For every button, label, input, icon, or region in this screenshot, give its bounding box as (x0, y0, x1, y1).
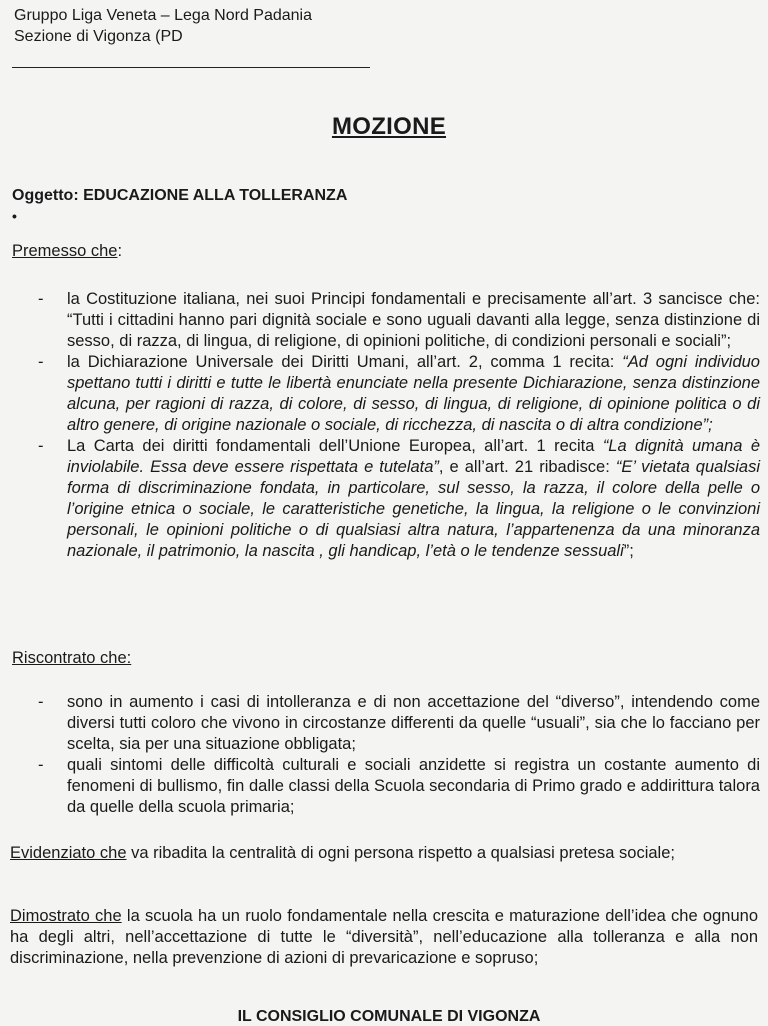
list-item (0, 436, 768, 562)
list-item-text: sono in aumento i casi di intolleranza e di non accettazione del “diverso”, intendendo come diversi tutti coloro che vivono in circostanze differenti da quelle “usuali”, sia che lo facciano per scelta, sia per una situazione obbligata; (67, 693, 760, 753)
dash-marker: - (38, 756, 44, 774)
list-item-text: , e all’art. 21 ribadisce: (438, 458, 616, 476)
council-heading: IL CONSIGLIO COMUNALE DI VIGONZA (237, 1008, 541, 1025)
premesso-heading (12, 242, 122, 261)
evidenziato-lead: Evidenziato che (10, 844, 127, 862)
list-item (0, 289, 768, 352)
dimostrato-text: la scuola ha un ruolo fondamentale nella crescita e maturazione dell’idea che ognuno ha degli altri, nell’accettazione di tutte le “diversità”, nell’educazione alla tolleranza e alla non discriminazione, nella prevenzione di azioni di prevaricazione e sopruso; (10, 907, 758, 967)
dimostrato-lead: Dimostrato che (10, 907, 122, 925)
premesso-heading-label: Premesso che (12, 242, 118, 260)
dash-marker: - (38, 290, 44, 308)
list-item (0, 692, 768, 755)
list-item (0, 755, 768, 818)
header-section-name: Sezione di Vigonza (PD (14, 28, 183, 45)
riscontrato-heading-label: Riscontrato che: (12, 649, 132, 667)
list-item (0, 352, 768, 436)
evidenziato-paragraph (10, 843, 758, 864)
evidenziato-text: va ribadita la centralità di ogni persona rispetto a qualsiasi pretesa sociale; (126, 844, 675, 862)
dash-marker: - (38, 693, 44, 711)
riscontrato-heading (12, 649, 131, 668)
premesso-heading-colon: : (117, 242, 123, 260)
dash-marker: - (38, 437, 44, 455)
document-title: MOZIONE (331, 113, 447, 140)
header-divider (12, 67, 370, 68)
dimostrato-paragraph (10, 906, 758, 969)
list-item-text: quali sintomi delle difficoltà culturali e sociali anzidette si registra un costante aumento di fenomeni di bullismo, fin dalle classi della Scuola secondaria di Primo grado e addirittura talora da quelle della scuola primaria; (67, 756, 760, 816)
list-item-text: la Costituzione italiana, nei suoi Principi fondamentali e precisamente all’art. 3 sancisce che: “Tutti i cittadini hanno pari dignità sociale e sono uguali davanti alla legge, senza distinzione di sesso, di razza, di lingua, di religione, di opinioni politiche, di condizioni personali e sociali”; (67, 290, 760, 350)
premesso-list (0, 289, 768, 562)
list-item-text: la Dichiarazione Universale dei Diritti Umani, all’art. 2, comma 1 recita: (67, 353, 623, 371)
stray-bullet-mark: • (12, 208, 17, 224)
riscontrato-list (0, 692, 768, 818)
list-item-text: La Carta dei diritti fondamentali dell’Unione Europea, all’art. 1 recita (67, 437, 603, 455)
subject-line: Oggetto: EDUCAZIONE ALLA TOLLERANZA (12, 187, 348, 204)
quoted-text: “La dignità umana è inviolabile. Essa deve essere rispettata e tutelata” (67, 437, 760, 476)
quoted-text: “E’ vietata qualsiasi forma di discriminazione fondata, in particolare, sul sesso, la razza, il colore della pelle o l’origine etnica o sociale, le caratteristiche genetiche, la lingua, la religione o le convinzioni personali, le opinioni politiche o di qualsiasi altra natura, l’appartenenza da una minoranza nazionale, il patrimonio, la nascita , gli handicap, l’età o le tendenze sessuali (67, 458, 761, 560)
header-group-name: Gruppo Liga Veneta – Lega Nord Padania (14, 7, 313, 24)
dash-marker: - (38, 353, 44, 371)
quoted-text: “Ad ogni individuo spettano tutti i diritti e tutte le libertà enunciate nella presente Dichiarazione, senza distinzione alcuna, per ragioni di razza, di colore, di sesso, di lingua, di religione, di opinione politica o di altro genere, di origine nazionale o sociale, di ricchezza, di nascita o di altra condizione”; (67, 353, 760, 434)
list-item-text: ”; (623, 542, 634, 560)
